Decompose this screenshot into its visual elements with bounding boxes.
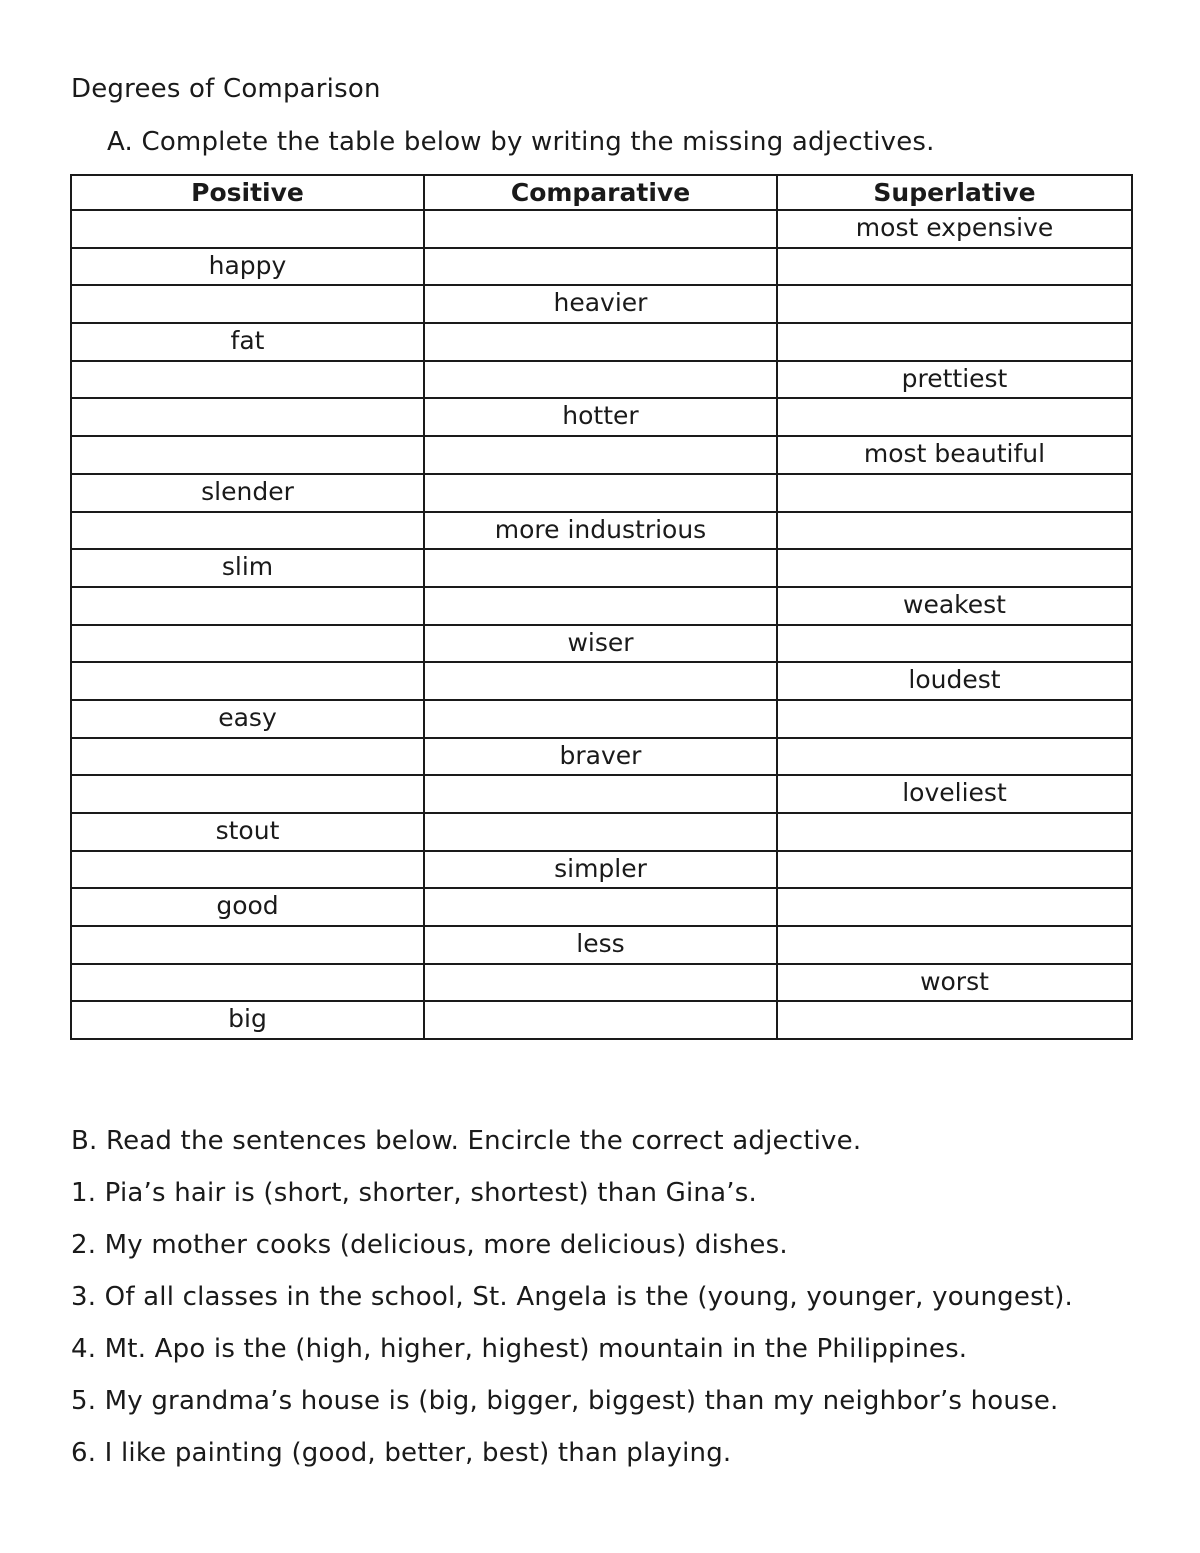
cell-comparative-blank[interactable]	[424, 361, 777, 399]
cell-positive-blank[interactable]	[71, 285, 424, 323]
cell-positive: easy	[71, 700, 424, 738]
cell-superlative-blank[interactable]	[777, 1001, 1132, 1039]
cell-comparative-blank[interactable]	[424, 587, 777, 625]
cell-superlative-blank[interactable]	[777, 398, 1132, 436]
cell-comparative: hotter	[424, 398, 777, 436]
cell-superlative: loudest	[777, 662, 1132, 700]
cell-superlative: weakest	[777, 587, 1132, 625]
document-title: Degrees of Comparison	[71, 74, 381, 104]
cell-comparative-blank[interactable]	[424, 775, 777, 813]
table-row	[71, 964, 1132, 1002]
cell-positive-blank[interactable]	[71, 512, 424, 550]
cell-comparative: simpler	[424, 851, 777, 889]
cell-positive-blank[interactable]	[71, 587, 424, 625]
cell-comparative-blank[interactable]	[424, 323, 777, 361]
cell-superlative-blank[interactable]	[777, 512, 1132, 550]
cell-positive: good	[71, 888, 424, 926]
cell-positive: slender	[71, 474, 424, 512]
cell-comparative: less	[424, 926, 777, 964]
table-row	[71, 888, 1132, 926]
cell-superlative-blank[interactable]	[777, 285, 1132, 323]
cell-superlative-blank[interactable]	[777, 700, 1132, 738]
cell-superlative-blank[interactable]	[777, 549, 1132, 587]
table-row	[71, 738, 1132, 776]
header-comparative: Comparative	[424, 175, 777, 210]
cell-superlative-blank[interactable]	[777, 248, 1132, 286]
cell-comparative: braver	[424, 738, 777, 776]
table-row	[71, 210, 1132, 248]
cell-comparative-blank[interactable]	[424, 210, 777, 248]
cell-superlative-blank[interactable]	[777, 625, 1132, 663]
table-row	[71, 1001, 1132, 1039]
cell-positive: stout	[71, 813, 424, 851]
section-b-instruction: B. Read the sentences below. Encircle the correct adjective.	[71, 1126, 862, 1156]
header-positive: Positive	[71, 175, 424, 210]
cell-superlative-blank[interactable]	[777, 474, 1132, 512]
cell-superlative-blank[interactable]	[777, 926, 1132, 964]
cell-positive-blank[interactable]	[71, 436, 424, 474]
cell-positive-blank[interactable]	[71, 625, 424, 663]
cell-positive-blank[interactable]	[71, 775, 424, 813]
cell-superlative-blank[interactable]	[777, 888, 1132, 926]
cell-comparative-blank[interactable]	[424, 813, 777, 851]
cell-comparative-blank[interactable]	[424, 436, 777, 474]
cell-positive-blank[interactable]	[71, 738, 424, 776]
cell-positive: happy	[71, 248, 424, 286]
cell-superlative: most beautiful	[777, 436, 1132, 474]
table-row	[71, 587, 1132, 625]
table-header-row	[71, 175, 1132, 210]
sentence-item: 5. My grandma’s house is (big, bigger, biggest) than my neighbor’s house.	[71, 1386, 1059, 1416]
sentence-list	[71, 1176, 1073, 1488]
table-row	[71, 813, 1132, 851]
cell-comparative: heavier	[424, 285, 777, 323]
cell-positive-blank[interactable]	[71, 851, 424, 889]
cell-comparative-blank[interactable]	[424, 662, 777, 700]
cell-comparative-blank[interactable]	[424, 1001, 777, 1039]
table-row	[71, 323, 1132, 361]
cell-positive: slim	[71, 549, 424, 587]
sentence-item: 4. Mt. Apo is the (high, higher, highest) mountain in the Philippines.	[71, 1334, 968, 1364]
section-a-instruction: A. Complete the table below by writing the missing adjectives.	[107, 127, 935, 157]
cell-positive-blank[interactable]	[71, 964, 424, 1002]
table-row	[71, 662, 1132, 700]
table-row	[71, 398, 1132, 436]
table-row	[71, 248, 1132, 286]
cell-superlative: prettiest	[777, 361, 1132, 399]
cell-positive-blank[interactable]	[71, 662, 424, 700]
table-row	[71, 700, 1132, 738]
sentence-item: 1. Pia’s hair is (short, shorter, shortest) than Gina’s.	[71, 1178, 757, 1208]
cell-superlative-blank[interactable]	[777, 738, 1132, 776]
sentence-item: 2. My mother cooks (delicious, more delicious) dishes.	[71, 1230, 788, 1260]
sentence-item: 6. I like painting (good, better, best) than playing.	[71, 1438, 732, 1468]
table-row	[71, 851, 1132, 889]
table-row	[71, 926, 1132, 964]
table-row	[71, 474, 1132, 512]
table-row	[71, 512, 1132, 550]
cell-positive-blank[interactable]	[71, 361, 424, 399]
table-row	[71, 285, 1132, 323]
cell-superlative: most expensive	[777, 210, 1132, 248]
table-row	[71, 775, 1132, 813]
cell-superlative: worst	[777, 964, 1132, 1002]
table-row	[71, 625, 1132, 663]
table-body	[71, 210, 1132, 1039]
cell-superlative: loveliest	[777, 775, 1132, 813]
cell-positive-blank[interactable]	[71, 398, 424, 436]
cell-positive: fat	[71, 323, 424, 361]
header-superlative: Superlative	[777, 175, 1132, 210]
table-row	[71, 436, 1132, 474]
cell-comparative-blank[interactable]	[424, 474, 777, 512]
table-row	[71, 361, 1132, 399]
cell-positive-blank[interactable]	[71, 926, 424, 964]
cell-positive-blank[interactable]	[71, 210, 424, 248]
cell-positive: big	[71, 1001, 424, 1039]
cell-comparative-blank[interactable]	[424, 964, 777, 1002]
cell-superlative-blank[interactable]	[777, 323, 1132, 361]
sentence-item: 3. Of all classes in the school, St. Angela is the (young, younger, youngest).	[71, 1282, 1074, 1312]
cell-comparative-blank[interactable]	[424, 700, 777, 738]
cell-superlative-blank[interactable]	[777, 813, 1132, 851]
cell-comparative-blank[interactable]	[424, 888, 777, 926]
table-row	[71, 549, 1132, 587]
cell-comparative-blank[interactable]	[424, 248, 777, 286]
cell-comparative: wiser	[424, 625, 777, 663]
adjectives-table	[70, 174, 1133, 1040]
cell-comparative-blank[interactable]	[424, 549, 777, 587]
cell-superlative-blank[interactable]	[777, 851, 1132, 889]
cell-comparative: more industrious	[424, 512, 777, 550]
